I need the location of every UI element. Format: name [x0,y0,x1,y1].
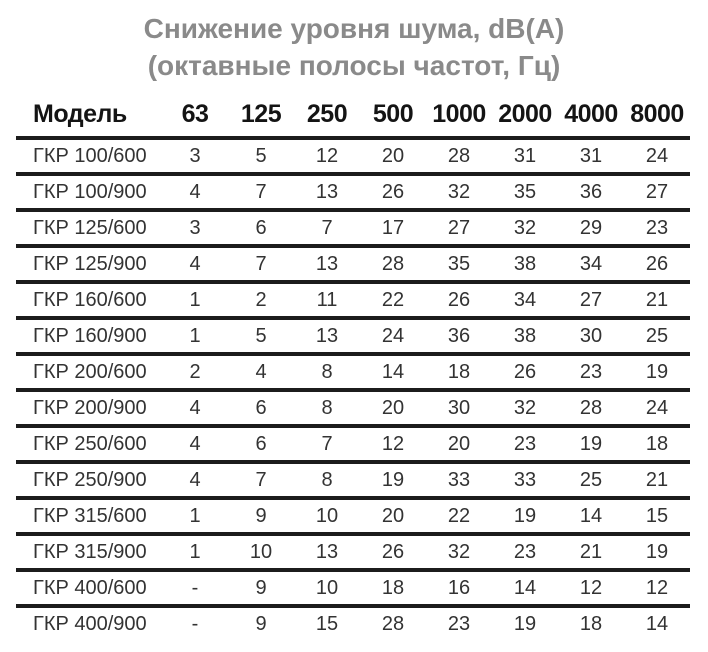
value-cell: 34 [579,252,603,275]
value-cell: 4 [255,360,267,383]
value-cell: 7 [255,180,267,203]
value-cell: 28 [381,612,405,635]
value-cell: 30 [579,324,603,347]
value-cell: 26 [645,252,669,275]
value-cell: 36 [579,180,603,203]
header-250: 250 [294,84,360,138]
value-cell: 25 [579,468,603,491]
value-cell: 9 [255,612,267,635]
table-row [16,534,690,570]
value-cell: 15 [645,504,669,527]
model-cell: ГКР 250/900 [33,468,147,491]
value-cell: 20 [381,504,405,527]
header-model: Модель [16,84,162,138]
value-cell: 18 [447,360,471,383]
value-cell: 21 [645,468,669,491]
value-cell: 38 [513,324,537,347]
value-cell: 7 [255,252,267,275]
value-cell: 26 [513,360,537,383]
value-cell: 14 [645,612,669,635]
value-cell: 20 [381,396,405,419]
table-title-line1: Снижение уровня шума, dB(A) [143,13,565,44]
value-cell: 21 [579,540,603,563]
value-cell: 10 [315,504,339,527]
value-cell: 12 [579,576,603,599]
value-cell: 38 [513,252,537,275]
value-cell: 9 [255,576,267,599]
model-cell: ГКР 100/900 [33,180,147,203]
value-cell: 4 [189,180,201,203]
value-cell: 32 [513,216,537,239]
value-cell: 31 [513,144,537,167]
value-cell: 1 [189,504,201,527]
value-cell: 23 [513,432,537,455]
value-cell: - [191,612,199,635]
model-cell: ГКР 125/600 [33,216,147,239]
table-body [16,138,690,640]
model-cell: ГКР 200/900 [33,396,147,419]
header-row [16,84,690,138]
value-cell: 27 [447,216,471,239]
value-cell: 6 [255,396,267,419]
model-cell: ГКР 315/600 [33,504,147,527]
value-cell: 13 [315,324,339,347]
value-cell: 32 [447,180,471,203]
table-row [16,606,690,640]
value-cell: 1 [189,540,201,563]
value-cell: 24 [381,324,405,347]
table-header [16,84,690,138]
value-cell: 3 [189,144,201,167]
value-cell: 36 [447,324,471,347]
model-cell: ГКР 100/600 [33,144,147,167]
value-cell: 20 [381,144,405,167]
value-cell: 23 [579,360,603,383]
value-cell: 33 [447,468,471,491]
value-cell: 25 [645,324,669,347]
header-125: 125 [228,84,294,138]
value-cell: 32 [513,396,537,419]
value-cell: 4 [189,432,201,455]
value-cell: 14 [513,576,537,599]
value-cell: 19 [579,432,603,455]
noise-reduction-table [16,84,690,640]
table-row [16,570,690,606]
value-cell: 19 [645,540,669,563]
table-row [16,210,690,246]
header-2000: 2000 [492,84,558,138]
table-row [16,390,690,426]
value-cell: 4 [189,396,201,419]
value-cell: 19 [381,468,405,491]
model-cell: ГКР 160/600 [33,288,147,311]
value-cell: 31 [579,144,603,167]
value-cell: 33 [513,468,537,491]
value-cell: 6 [255,432,267,455]
value-cell: 11 [316,288,338,311]
value-cell: 26 [381,180,405,203]
value-cell: 8 [321,468,333,491]
value-cell: 29 [579,216,603,239]
table-row [16,462,690,498]
value-cell: 23 [513,540,537,563]
value-cell: 14 [381,360,405,383]
value-cell: 13 [315,252,339,275]
value-cell: 5 [255,324,267,347]
value-cell: 34 [513,288,537,311]
model-cell: ГКР 160/900 [33,324,147,347]
model-cell: ГКР 315/900 [33,540,147,563]
table-row [16,318,690,354]
table-row [16,498,690,534]
table-title [0,0,708,84]
value-cell: 2 [255,288,267,311]
value-cell: - [191,576,199,599]
table-row [16,282,690,318]
value-cell: 19 [645,360,669,383]
value-cell: 10 [249,540,273,563]
value-cell: 4 [189,252,201,275]
value-cell: 12 [381,432,405,455]
model-cell: ГКР 400/900 [33,612,147,635]
value-cell: 1 [189,324,201,347]
header-1000: 1000 [426,84,492,138]
value-cell: 12 [315,144,339,167]
value-cell: 19 [513,504,537,527]
value-cell: 1 [189,288,201,311]
value-cell: 27 [579,288,603,311]
value-cell: 18 [381,576,405,599]
model-cell: ГКР 250/600 [33,432,147,455]
value-cell: 26 [381,540,405,563]
table-row [16,138,690,174]
table-row [16,426,690,462]
value-cell: 21 [645,288,669,311]
value-cell: 2 [189,360,201,383]
value-cell: 13 [315,540,339,563]
header-8000: 8000 [624,84,690,138]
value-cell: 28 [579,396,603,419]
value-cell: 6 [255,216,267,239]
table-row [16,174,690,210]
value-cell: 23 [447,612,471,635]
value-cell: 35 [447,252,471,275]
value-cell: 19 [513,612,537,635]
value-cell: 27 [645,180,669,203]
value-cell: 8 [321,396,333,419]
model-cell: ГКР 400/600 [33,576,147,599]
value-cell: 7 [255,468,267,491]
value-cell: 18 [645,432,669,455]
value-cell: 15 [315,612,339,635]
model-cell: ГКР 200/600 [33,360,147,383]
value-cell: 7 [321,432,333,455]
value-cell: 5 [255,144,267,167]
value-cell: 16 [447,576,471,599]
value-cell: 17 [381,216,405,239]
value-cell: 18 [579,612,603,635]
value-cell: 28 [447,144,471,167]
value-cell: 3 [189,216,201,239]
value-cell: 10 [315,576,339,599]
header-63: 63 [162,84,228,138]
header-4000: 4000 [558,84,624,138]
table-row [16,354,690,390]
header-500: 500 [360,84,426,138]
value-cell: 4 [189,468,201,491]
value-cell: 32 [447,540,471,563]
value-cell: 8 [321,360,333,383]
value-cell: 12 [645,576,669,599]
value-cell: 22 [381,288,405,311]
value-cell: 24 [645,396,669,419]
value-cell: 30 [447,396,471,419]
table-title-line2: (октавные полосы частот, Гц) [147,50,561,81]
value-cell: 35 [513,180,537,203]
value-cell: 24 [645,144,669,167]
value-cell: 28 [381,252,405,275]
value-cell: 7 [321,216,333,239]
value-cell: 13 [315,180,339,203]
value-cell: 22 [447,504,471,527]
value-cell: 9 [255,504,267,527]
value-cell: 14 [579,504,603,527]
value-cell: 26 [447,288,471,311]
value-cell: 20 [447,432,471,455]
table-row [16,246,690,282]
model-cell: ГКР 125/900 [33,252,147,275]
value-cell: 23 [645,216,669,239]
